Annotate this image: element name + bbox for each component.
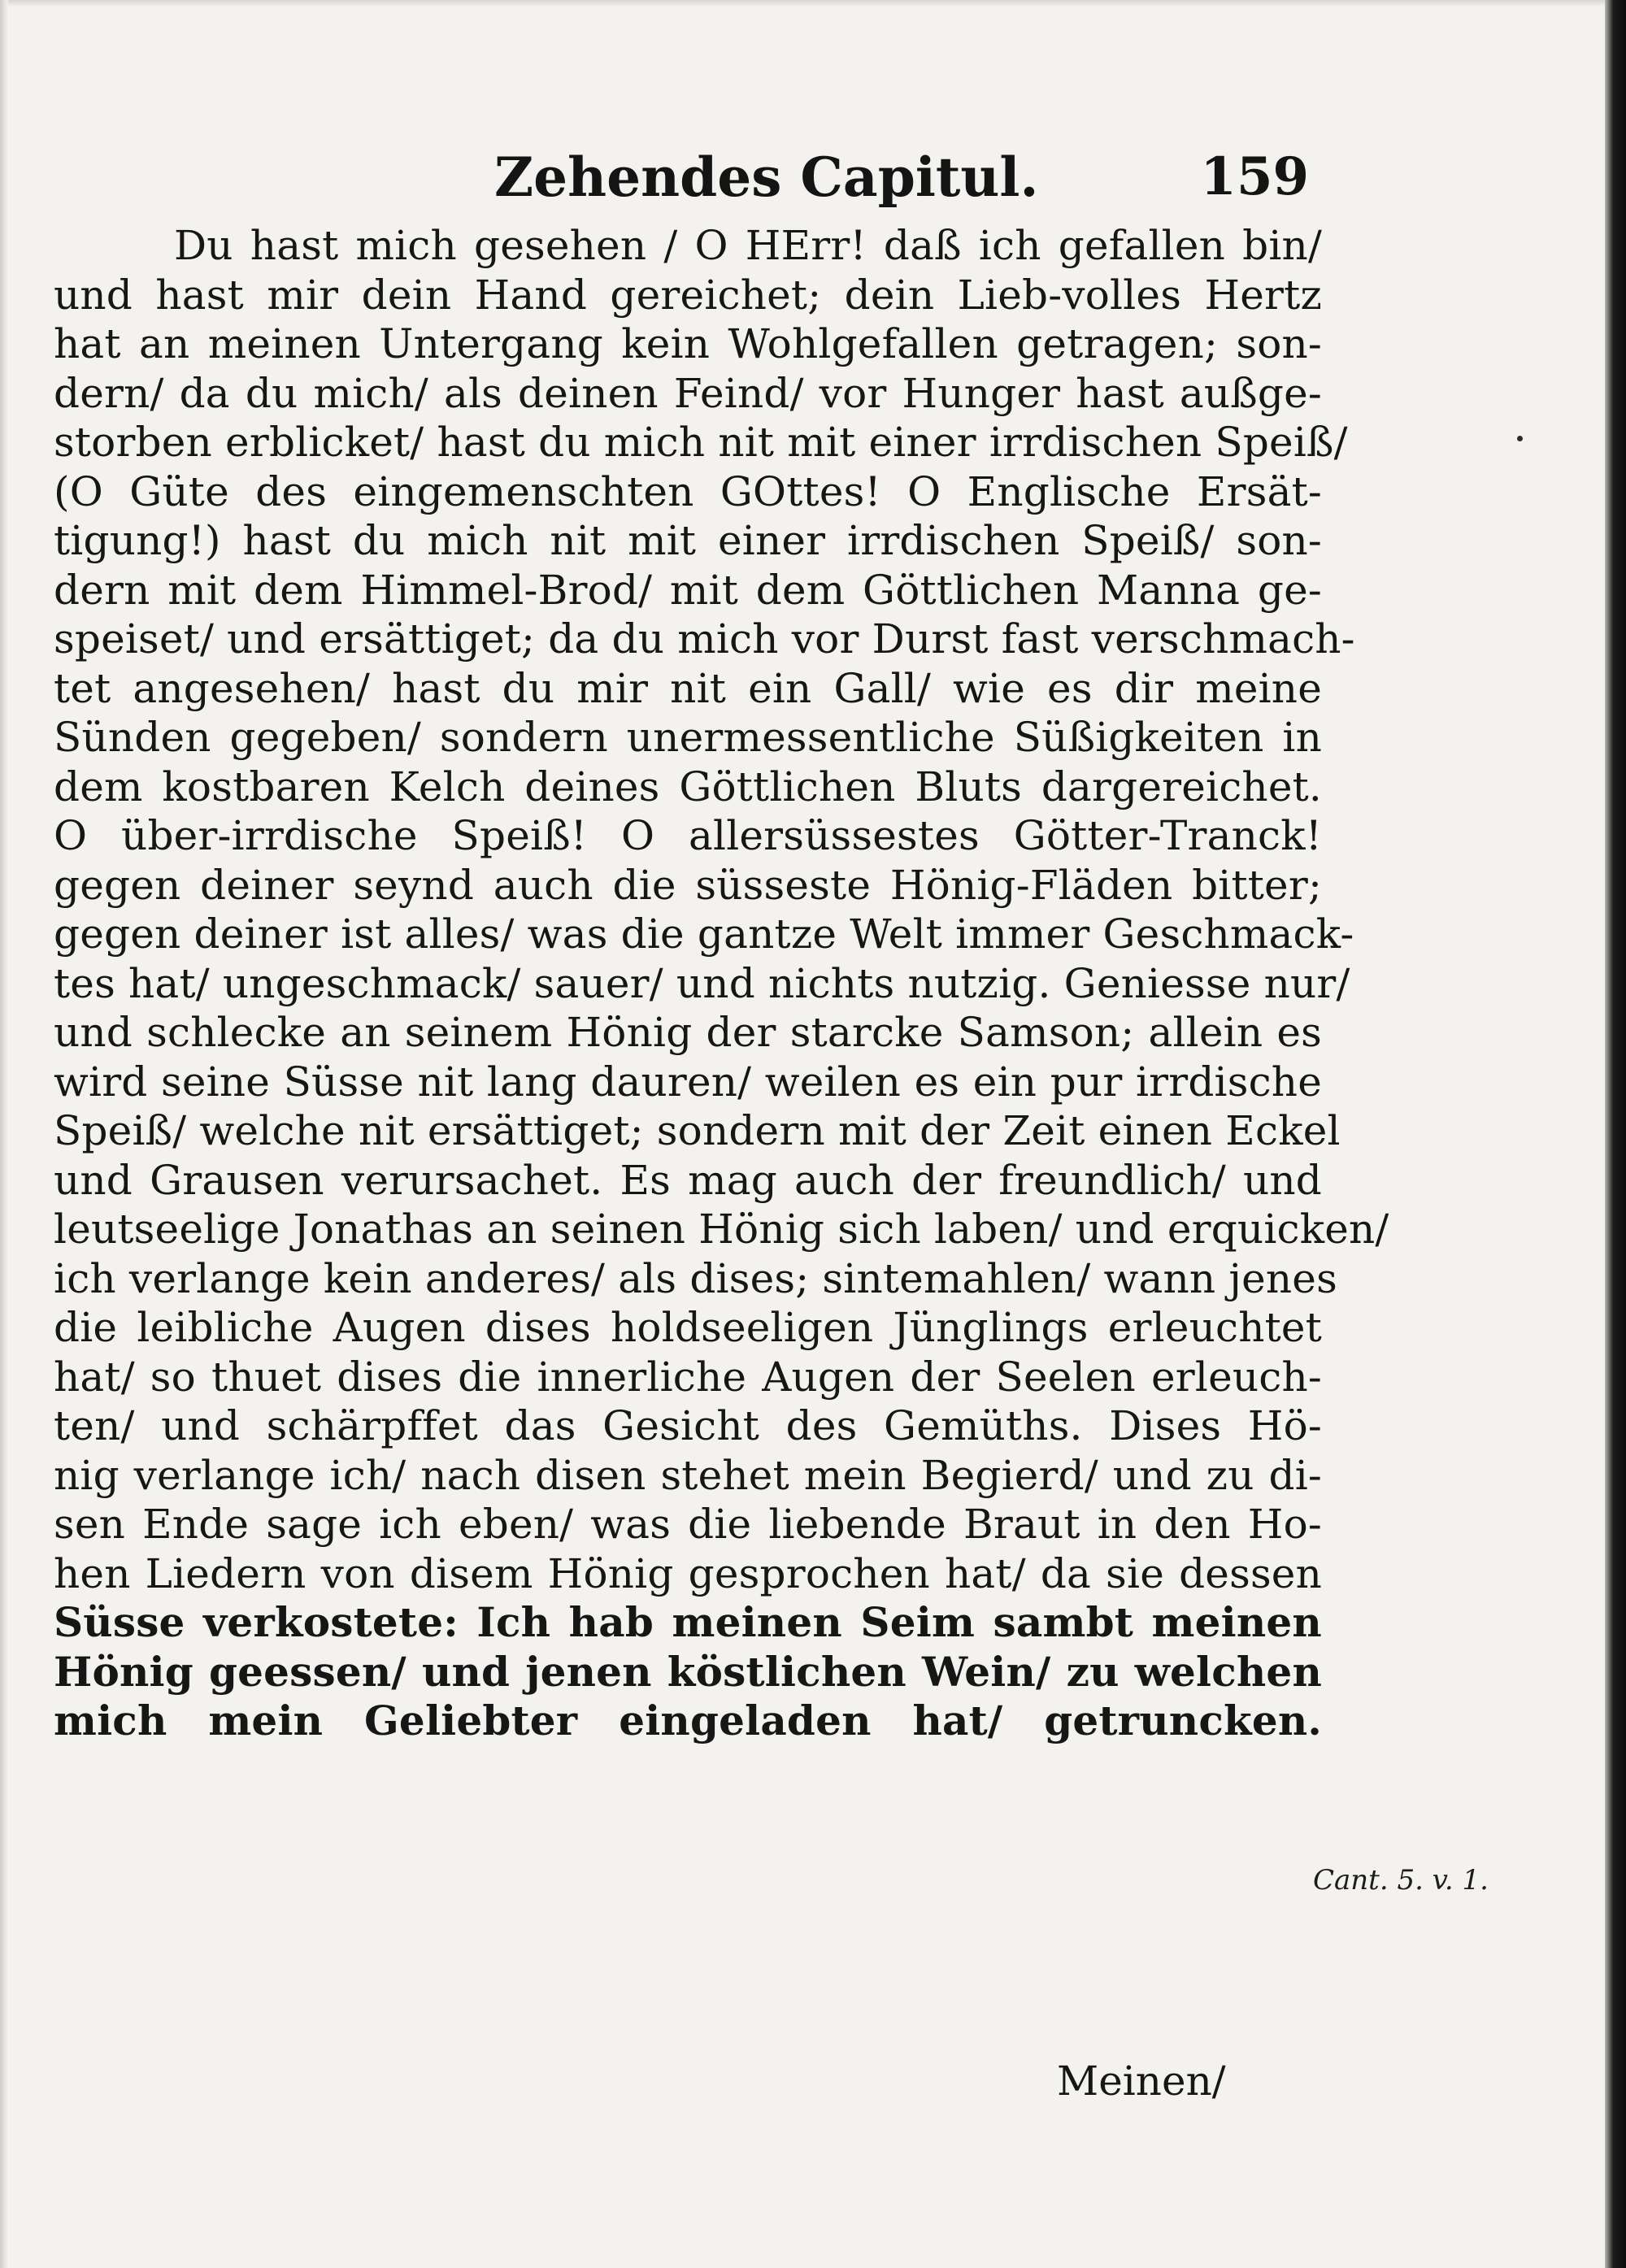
text-line: hat/ so thuet dises die innerliche Augen der Seelen erleuch- [54, 1353, 1322, 1401]
text-line: ten/ und schärpffet das Gesicht des Gemüths. Dises Hö- [54, 1402, 1322, 1449]
text-line: dern mit dem Himmel-Brod/ mit dem Göttlichen Manna ge- [54, 566, 1322, 614]
text-line: hat an meinen Untergang kein Wohlgefallen getragen; son- [54, 320, 1322, 367]
page-header [62, 138, 1309, 216]
text-line: tet angesehen/ hast du mir nit ein Gall/ wie es dir meine [54, 664, 1322, 712]
text-line: speiset/ und ersättiget; da du mich vor Durst fast verschmach- [54, 615, 1355, 663]
scan-edge-right [1605, 0, 1626, 2268]
text-line: nig verlange ich/ nach disen stehet mein Begierd/ und zu di- [54, 1451, 1322, 1499]
text-line: wird seine Süsse nit lang dauren/ weilen es ein pur irrdische [54, 1058, 1322, 1106]
body-text [54, 221, 1389, 1746]
text-line: O über-irrdische Speiß! O allersüssestes Götter-Tranck! [54, 812, 1322, 859]
page-number: 159 [1200, 146, 1309, 207]
marginal-note: Cant. 5. v. 1. [1313, 1864, 1489, 1897]
text-line: Du hast mich gesehen / O HErr! daß ich gefallen bin/ [174, 222, 1322, 269]
text-line: Hönig geessen/ und jenen köstlichen Wein/ zu welchen [54, 1647, 1322, 1696]
text-line: Speiß/ welche nit ersättiget; sondern mit der Zeit einen Eckel [54, 1107, 1341, 1154]
ink-speck [1517, 436, 1523, 441]
text-line: (O Güte des eingemenschten GOttes! O Englische Ersät- [54, 467, 1322, 515]
text-line: ich verlange kein anderes/ als dises; sintemahlen/ wann jenes [54, 1254, 1337, 1302]
text-line: dem kostbaren Kelch deines Göttlichen Bluts dargereichet. [54, 763, 1322, 810]
text-line: Süsse verkostete: Ich hab meinen Seim sambt meinen [54, 1598, 1322, 1646]
text-line: und hast mir dein Hand gereichet; dein Lieb-volles Hertz [54, 271, 1322, 319]
text-line: Sünden gegeben/ sondern unermessentliche Süßigkeiten in [54, 714, 1322, 761]
text-line: tes hat/ ungeschmack/ sauer/ und nichts nutzig. Geniesse nur/ [54, 959, 1350, 1007]
text-line: gegen deiner ist alles/ was die gantze Welt immer Geschmack- [54, 910, 1354, 958]
text-line: storben erblicket/ hast du mich nit mit einer irrdischen Speiß/ [54, 419, 1348, 466]
scan-edge-left [0, 0, 8, 2268]
text-line: tigung!) hast du mich nit mit einer irrdischen Speiß/ son- [54, 517, 1322, 564]
text-line: sen Ende sage ich eben/ was die liebende Braut in den Ho- [54, 1501, 1322, 1548]
scan-edge-top [0, 0, 1626, 7]
text-line: und Grausen verursachet. Es mag auch der freundlich/ und [54, 1156, 1322, 1204]
text-line: mich mein Geliebter eingeladen hat/ getruncken. [54, 1697, 1322, 1744]
text-line: leutseelige Jonathas an seinen Hönig sich laben/ und erquicken/ [54, 1206, 1389, 1253]
text-line: hen Liedern von disem Hönig gesprochen hat/ da sie dessen [54, 1549, 1322, 1597]
text-line: und schlecke an seinem Hönig der starcke Samson; allein es [54, 1009, 1322, 1056]
catchword: Meinen/ [1057, 2057, 1226, 2105]
running-title: Zehendes Capitul. [494, 146, 1039, 209]
text-line: die leibliche Augen dises holdseeligen Jünglings erleuchtet [54, 1304, 1322, 1351]
text-line: gegen deiner seynd auch die süsseste Hönig-Fläden bitter; [54, 861, 1322, 909]
text-line: dern/ da du mich/ als deinen Feind/ vor Hunger hast außge- [54, 369, 1322, 417]
